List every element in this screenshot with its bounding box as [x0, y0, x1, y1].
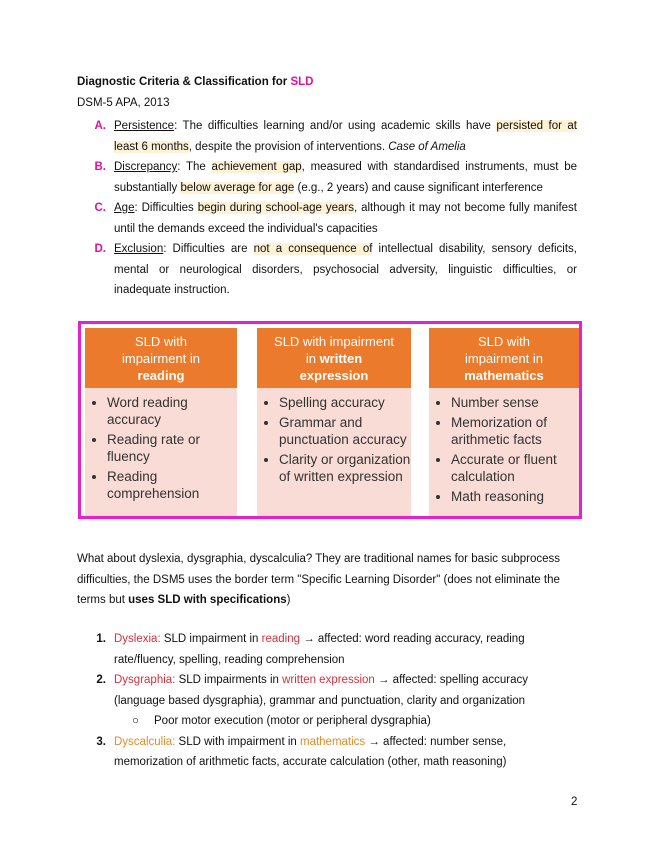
text-span: What about dyslexia, dysgraphia, dyscalculia? They are traditional names for basic subprocess difficulties, the DSM5 uses the border term "Specific Learning Disorder" (does not eliminate the terms but — [77, 553, 561, 606]
criteria-list — [77, 116, 577, 301]
text-span: : The difficulties learning and/or using academic skills have — [174, 120, 497, 132]
list-item: • Math reasoning — [451, 488, 579, 505]
writing-list — [257, 394, 411, 485]
text-span: : Difficulties are — [163, 243, 254, 255]
criterion-letter: D. — [94, 243, 106, 255]
numbered-list — [77, 629, 577, 773]
text-span: : Difficulties — [134, 202, 198, 214]
column-writing — [257, 328, 411, 516]
list-item: • Reading rate or fluency — [107, 431, 237, 465]
header-line: impairment in — [464, 350, 544, 366]
text-span: (e.g., 2 years) and cause significant interference — [294, 181, 543, 194]
sub-bullet-item — [77, 711, 577, 732]
list-item-dysgraphia — [77, 670, 577, 711]
page-number: 2 — [571, 796, 578, 808]
text-span: → affected: number sense, memorization of arithmetic facts, accurate calculation (other, math reasoning) — [114, 735, 507, 768]
list-number: 3. — [96, 735, 106, 748]
header-keyword: mathematics — [464, 367, 544, 383]
title-sld: SLD — [290, 76, 314, 88]
domain-keyword: written expression — [282, 674, 375, 686]
highlight: below average for age — [180, 181, 295, 194]
criterion-text — [114, 239, 577, 301]
list-item: • Spelling accuracy — [279, 394, 411, 411]
list-item: • Memorization of arithmetic facts — [451, 414, 579, 448]
header-keyword: reading — [137, 367, 185, 383]
header-line: SLD with impairment — [274, 333, 394, 349]
criterion-letter: A. — [94, 120, 106, 132]
text-span: intellectual disability, sensory deficits, mental or neurological disorders, psychosocial adversity, linguistic difficulties, or inadequate instruction. — [114, 243, 577, 296]
text-span: SLD impairments in — [175, 674, 283, 686]
criterion-d — [77, 239, 577, 301]
text-span: → affected: word reading accuracy, reading rate/fluency, spelling, reading comprehension — [114, 633, 525, 666]
criterion-b — [77, 157, 577, 198]
column-header-writing — [257, 328, 411, 388]
sub-bullet-text: Poor motor execution (motor or peripheral dysgraphia) — [154, 715, 431, 727]
criterion-text — [114, 198, 577, 239]
text-span: ) — [286, 594, 291, 606]
domain-keyword: reading — [261, 633, 301, 645]
text-span: → affected: spelling accuracy (language based dysgraphia), grammar and punctuation, clarity and organization — [114, 674, 528, 707]
list-number: 1. — [96, 633, 106, 645]
list-item-dyslexia — [77, 629, 577, 670]
criterion-c — [77, 198, 577, 239]
criterion-term: Exclusion — [114, 243, 164, 255]
highlight: not a consequence of — [253, 243, 373, 255]
list-item: • Reading comprehension — [107, 468, 237, 502]
reading-list — [85, 394, 237, 502]
criterion-text — [114, 116, 577, 157]
column-math — [429, 328, 579, 516]
column-reading — [85, 328, 237, 516]
list-item: • Clarity or organization of written expression — [279, 451, 411, 485]
criterion-letter: B. — [94, 161, 106, 173]
header-line: SLD with — [477, 333, 531, 349]
text-span: SLD with impairment in — [175, 735, 300, 748]
term-name: Dyslexia: — [114, 633, 161, 645]
header-keyword: expression — [299, 367, 369, 383]
header-line: impairment in — [121, 350, 201, 366]
title-prefix: Diagnostic Criteria & Classification for — [77, 76, 291, 88]
list-text — [114, 670, 577, 711]
criterion-term: Age — [114, 202, 135, 214]
criterion-term: Discrepancy — [114, 161, 178, 173]
list-text — [114, 732, 577, 773]
list-text — [114, 629, 577, 670]
sld-classification-table — [78, 321, 582, 519]
criterion-term: Persistence — [114, 120, 175, 132]
criterion-a — [77, 116, 577, 157]
header-line: SLD with — [134, 333, 188, 349]
text-span: , although it may not become fully manifest until the demands exceed the individual's capacities — [114, 202, 577, 235]
criterion-letter: C. — [94, 202, 106, 214]
list-item: • Number sense — [451, 394, 579, 411]
case-reference: Case of Amelia — [388, 140, 466, 153]
list-number: 2. — [96, 674, 106, 686]
text-span: : The — [177, 161, 212, 173]
math-list — [429, 394, 579, 505]
circle-bullet-icon: ○ — [132, 715, 139, 727]
term-name: Dyscalculia: — [114, 735, 176, 748]
text-span: , despite the provision of interventions. — [188, 140, 389, 153]
column-header-reading — [85, 328, 237, 388]
criterion-text — [114, 157, 577, 198]
term-name: Dysgraphia: — [114, 674, 176, 686]
page-title — [77, 76, 313, 88]
header-word: in — [305, 350, 316, 366]
column-header-math — [429, 328, 579, 388]
header-line — [257, 350, 411, 367]
header-keyword: written — [319, 350, 363, 366]
subtitle: DSM-5 APA, 2013 — [77, 97, 170, 109]
bold-text: uses SLD with specifications — [128, 594, 287, 606]
list-item: • Accurate or fluent calculation — [451, 451, 579, 485]
list-item-dyscalculia — [77, 732, 577, 773]
domain-keyword: mathematics — [299, 735, 366, 748]
highlight: persisted for at least 6 months — [114, 120, 577, 153]
list-item: • Grammar and punctuation accuracy — [279, 414, 411, 448]
highlight: achievement gap — [211, 161, 302, 173]
text-span: , measured with standardised instruments, must be substantially — [114, 161, 577, 194]
explanation-paragraph — [77, 549, 577, 611]
list-item: • Word reading accuracy — [107, 394, 237, 428]
text-span: SLD impairment in — [160, 633, 262, 645]
highlight: begin during school-age years — [197, 202, 354, 214]
